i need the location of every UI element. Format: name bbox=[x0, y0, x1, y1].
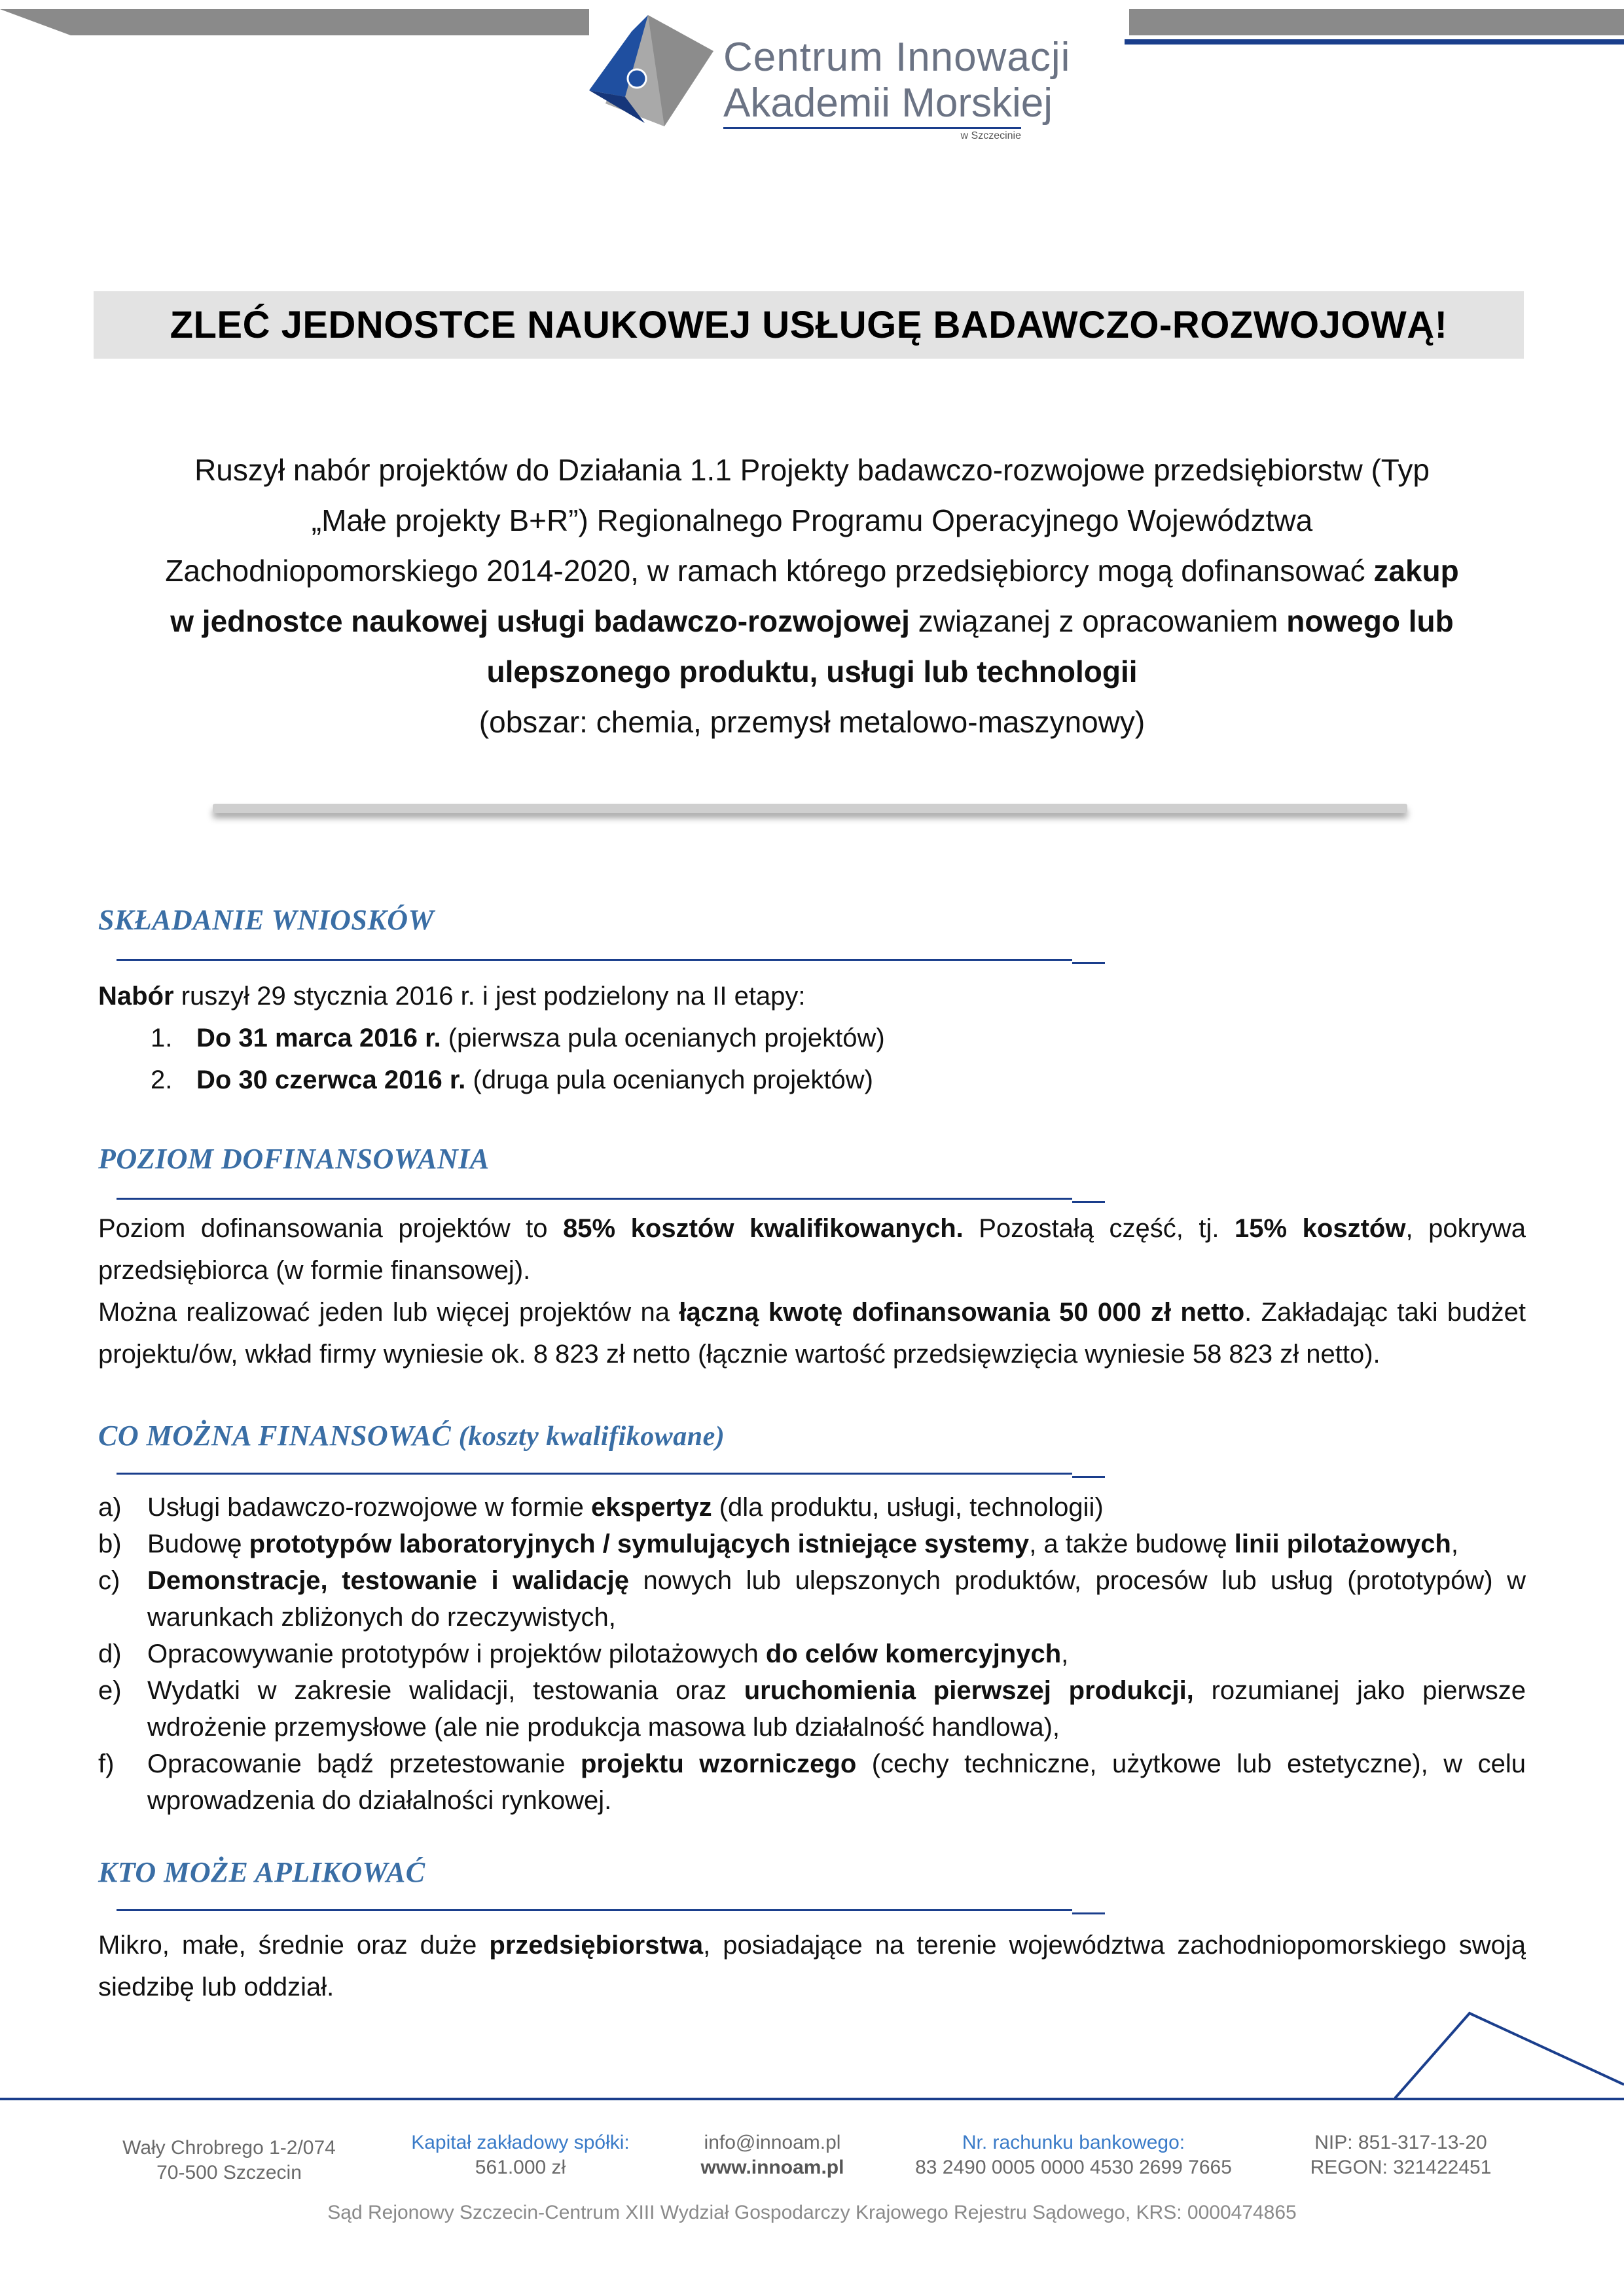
intro-separator bbox=[213, 804, 1407, 813]
footer-address bbox=[111, 2130, 347, 2185]
header-bar-right bbox=[1129, 9, 1624, 35]
footer-regon: REGON: 321422451 bbox=[1310, 2157, 1492, 2178]
footer-email-link[interactable]: info@innoam.pl bbox=[704, 2132, 841, 2153]
intro-line-4: w jednostce naukowej usługi badawczo-rozwojowej związanej z opracowaniem nowego lub bbox=[170, 604, 1454, 638]
section-rule-end bbox=[1072, 1912, 1105, 1914]
footer-bank-label: Nr. rachunku bankowego: bbox=[962, 2132, 1185, 2153]
who-can-apply-paragraph: Mikro, małe, średnie oraz duże przedsiębiorstwa, posiadające na terenie województwa zachodniopomorskiego swoją siedzibę lub oddział. bbox=[98, 1931, 1526, 2001]
footer-rule bbox=[0, 2098, 1624, 2100]
eligible-cost-item: e) Wydatki w zakresie walidacji, testowania oraz uruchomienia pierwszej produkcji, rozumianej jako pierwsze wdrożenie przemysłowe (ale nie produkcja masowa lub działalność handlowa), bbox=[98, 1676, 1526, 1742]
intro-paragraph bbox=[98, 445, 1526, 747]
footer-capital-value: 561.000 zł bbox=[475, 2157, 566, 2178]
footer-address-line-1: Wały Chrobrego 1-2/074 bbox=[122, 2137, 336, 2159]
logo-text bbox=[723, 37, 1070, 142]
deadlines-list bbox=[151, 1017, 885, 1101]
header-accent-right bbox=[1125, 39, 1624, 45]
footer-contact bbox=[674, 2130, 871, 2180]
section-heading-eligible-costs: CO MOŻNA FINANSOWAĆ (koszty kwalifikowane) bbox=[98, 1420, 725, 1452]
funding-paragraph-1: Poziom dofinansowania projektów to 85% kosztów kwalifikowanych. Pozostałą część, tj. 15% kosztów, pokrywa przedsiębiorca (w formie finansowej). bbox=[98, 1214, 1526, 1285]
footer-registry bbox=[1283, 2130, 1519, 2180]
footer-krs: Sąd Rejonowy Szczecin-Centrum XIII Wydział Gospodarczy Krajowego Rejestru Sądowego, KRS: 0000474865 bbox=[327, 2202, 1297, 2223]
footer-triangle-icon bbox=[1394, 2009, 1624, 2101]
logo-icon bbox=[586, 12, 717, 130]
funding-paragraph-2: Można realizować jeden lub więcej projektów na łączną kwotę dofinansowania 50 000 zł netto. Zakładając taki budżet projektu/ów, wkład firmy wyniesie ok. 8 823 zł netto (łącznie wartość przedsięwzięcia wyniesie 58 823 zł netto). bbox=[98, 1298, 1526, 1369]
deadline-item: 1. Do 31 marca 2016 r. (pierwsza pula ocenianych projektów) bbox=[151, 1024, 885, 1052]
eligible-cost-item: c) Demonstracje, testowanie i walidację nowych lub ulepszonych produktów, procesów lub usług (prototypów) w warunkach zbliżonych do rzeczywistych, bbox=[98, 1566, 1526, 1632]
footer-bank bbox=[884, 2130, 1263, 2180]
eligible-cost-item: d) Opracowywanie prototypów i projektów pilotażowych do celów komercyjnych, bbox=[98, 1640, 1069, 1668]
section-heading-who-can-apply: KTO MOŻE APLIKOWAĆ bbox=[98, 1856, 425, 1888]
footer-nip: NIP: 851-317-13-20 bbox=[1314, 2132, 1487, 2153]
eligible-cost-item: b) Budowę prototypów laboratoryjnych / symulujących istniejące systemy, a także budowę linii pilotażowych, bbox=[98, 1530, 1458, 1558]
page-title: ZLEĆ JEDNOSTCE NAUKOWEJ USŁUGĘ BADAWCZO-ROZWOJOWĄ! bbox=[170, 304, 1448, 346]
section-rule bbox=[117, 1198, 1072, 1200]
applications-paragraph: Nabór ruszył 29 stycznia 2016 r. i jest podzielony na II etapy: bbox=[98, 982, 806, 1011]
footer-bank-value: 83 2490 0005 0000 4530 2699 7665 bbox=[915, 2157, 1232, 2178]
title-box bbox=[94, 291, 1524, 359]
footer-capital bbox=[389, 2130, 651, 2180]
section-rule bbox=[117, 1473, 1072, 1475]
logo-rule bbox=[723, 127, 1021, 129]
intro-line-5: ulepszonego produktu, usługi lub technologii bbox=[486, 655, 1138, 689]
section-heading-funding-level: POZIOM DOFINANSOWANIA bbox=[98, 1143, 490, 1175]
logo-line-2: Akademii Morskiej bbox=[723, 81, 1053, 126]
intro-line-3: Zachodniopomorskiego 2014-2020, w ramach którego przedsiębiorcy mogą dofinansować zakup bbox=[165, 554, 1459, 588]
section-heading-applications: SKŁADANIE WNIOSKÓW bbox=[98, 904, 435, 936]
footer-capital-label: Kapitał zakładowy spółki: bbox=[411, 2132, 630, 2153]
header-bar-left bbox=[0, 9, 589, 35]
intro-line-2: „Małe projekty B+R”) Regionalnego Programu Operacyjnego Województwa bbox=[311, 503, 1313, 537]
footer-address-line-2: 70-500 Szczecin bbox=[156, 2162, 302, 2183]
eligible-cost-item: f) Opracowanie bądź przetestowanie projektu wzorniczego (cechy techniczne, użytkowe lub estetyczne), w celu wprowadzenia do działalności rynkowej. bbox=[98, 1749, 1526, 1815]
section-rule-end bbox=[1072, 962, 1105, 964]
eligible-costs-list bbox=[98, 1489, 1526, 1819]
section-rule-end bbox=[1072, 1476, 1105, 1478]
eligible-cost-item: a) Usługi badawczo-rozwojowe w formie ekspertyz (dla produktu, usługi, technologii) bbox=[98, 1493, 1104, 1522]
intro-line-1: Ruszył nabór projektów do Działania 1.1 Projekty badawczo-rozwojowe przedsiębiorstw (Typ bbox=[194, 453, 1430, 487]
deadline-item: 2. Do 30 czerwca 2016 r. (druga pula ocenianych projektów) bbox=[151, 1066, 873, 1094]
section-rule bbox=[117, 959, 1072, 961]
section-rule-end bbox=[1072, 1201, 1105, 1203]
logo-subtitle: w Szczecinie bbox=[960, 130, 1021, 141]
section-rule bbox=[117, 1909, 1072, 1911]
logo-line-1: Centrum Innowacji bbox=[723, 35, 1071, 80]
footer-website-link[interactable]: www.innoam.pl bbox=[700, 2157, 844, 2178]
intro-line-6: (obszar: chemia, przemysł metalowo-maszynowy) bbox=[478, 705, 1146, 739]
